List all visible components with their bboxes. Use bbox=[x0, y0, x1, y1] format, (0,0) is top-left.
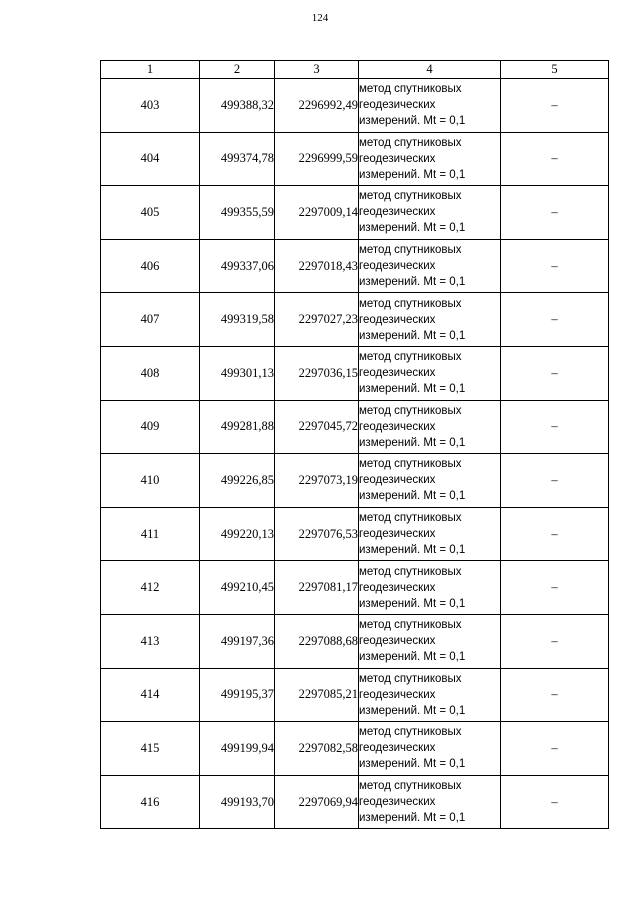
method-cell bbox=[359, 239, 501, 293]
method-line-2: геодезических bbox=[359, 313, 436, 326]
method-line-3: измерений. Mt = 0,1 bbox=[359, 329, 466, 342]
table-body bbox=[101, 79, 609, 829]
y-coordinate-cell: 2297009,14 bbox=[275, 186, 359, 240]
y-coordinate-cell: 2297027,23 bbox=[275, 293, 359, 347]
method-line-3: измерений. Mt = 0,1 bbox=[359, 544, 466, 557]
point-number-cell: 406 bbox=[101, 239, 200, 293]
point-number-cell: 413 bbox=[101, 614, 200, 668]
x-coordinate-cell: 499193,70 bbox=[200, 775, 275, 829]
note-cell: – bbox=[501, 400, 609, 454]
note-cell: – bbox=[501, 775, 609, 829]
point-number-cell: 414 bbox=[101, 668, 200, 722]
method-line-3: измерений. Mt = 0,1 bbox=[359, 383, 466, 396]
y-coordinate-cell: 2297081,17 bbox=[275, 561, 359, 615]
method-line-3: измерений. Mt = 0,1 bbox=[359, 704, 466, 717]
point-number-cell: 405 bbox=[101, 186, 200, 240]
method-line-2: геодезических bbox=[359, 367, 436, 380]
x-coordinate-cell: 499197,36 bbox=[200, 614, 275, 668]
method-line-2: геодезических bbox=[359, 420, 436, 433]
y-coordinate-cell: 2297036,15 bbox=[275, 346, 359, 400]
point-number-cell: 404 bbox=[101, 132, 200, 186]
x-coordinate-cell: 499374,78 bbox=[200, 132, 275, 186]
y-coordinate-cell: 2297073,19 bbox=[275, 454, 359, 508]
coordinates-table bbox=[100, 60, 609, 829]
y-coordinate-cell: 2296999,59 bbox=[275, 132, 359, 186]
method-cell bbox=[359, 186, 501, 240]
method-line-2: геодезических bbox=[359, 206, 436, 219]
table-row bbox=[101, 507, 609, 561]
page-number: 124 bbox=[311, 12, 329, 24]
header-col-5: 5 bbox=[501, 61, 609, 79]
y-coordinate-cell: 2297088,68 bbox=[275, 614, 359, 668]
method-line-3: измерений. Mt = 0,1 bbox=[359, 222, 466, 235]
table-header bbox=[101, 61, 609, 79]
method-line-1: метод спутниковых bbox=[359, 726, 462, 739]
method-cell bbox=[359, 293, 501, 347]
method-line-1: метод спутниковых bbox=[359, 244, 462, 257]
method-cell bbox=[359, 346, 501, 400]
table-row bbox=[101, 239, 609, 293]
method-line-1: метод спутниковых bbox=[359, 619, 462, 632]
note-cell: – bbox=[501, 722, 609, 776]
point-number-cell: 411 bbox=[101, 507, 200, 561]
y-coordinate-cell: 2297069,94 bbox=[275, 775, 359, 829]
method-line-3: измерений. Mt = 0,1 bbox=[359, 758, 466, 771]
method-line-3: измерений. Mt = 0,1 bbox=[359, 490, 466, 503]
method-line-1: метод спутниковых bbox=[359, 780, 462, 793]
point-number-cell: 409 bbox=[101, 400, 200, 454]
note-cell: – bbox=[501, 239, 609, 293]
point-number-cell: 415 bbox=[101, 722, 200, 776]
note-cell: – bbox=[501, 186, 609, 240]
header-col-4: 4 bbox=[359, 61, 501, 79]
method-line-3: измерений. Mt = 0,1 bbox=[359, 276, 466, 289]
note-cell: – bbox=[501, 614, 609, 668]
method-line-3: измерений. Mt = 0,1 bbox=[359, 168, 466, 181]
note-cell: – bbox=[501, 79, 609, 133]
x-coordinate-cell: 499301,13 bbox=[200, 346, 275, 400]
method-line-2: геодезических bbox=[359, 796, 436, 809]
method-cell bbox=[359, 561, 501, 615]
table-row bbox=[101, 614, 609, 668]
method-line-2: геодезических bbox=[359, 688, 436, 701]
table-row bbox=[101, 454, 609, 508]
x-coordinate-cell: 499226,85 bbox=[200, 454, 275, 508]
note-cell: – bbox=[501, 132, 609, 186]
method-line-2: геодезических bbox=[359, 99, 436, 112]
method-line-2: геодезических bbox=[359, 635, 436, 648]
method-line-3: измерений. Mt = 0,1 bbox=[359, 651, 466, 664]
table-row bbox=[101, 722, 609, 776]
header-row bbox=[101, 61, 609, 79]
method-cell bbox=[359, 614, 501, 668]
table-row bbox=[101, 561, 609, 615]
table-row bbox=[101, 668, 609, 722]
method-line-2: геодезических bbox=[359, 742, 436, 755]
x-coordinate-cell: 499337,06 bbox=[200, 239, 275, 293]
method-line-1: метод спутниковых bbox=[359, 565, 462, 578]
x-coordinate-cell: 499195,37 bbox=[200, 668, 275, 722]
y-coordinate-cell: 2296992,49 bbox=[275, 79, 359, 133]
note-cell: – bbox=[501, 346, 609, 400]
method-line-1: метод спутниковых bbox=[359, 458, 462, 471]
x-coordinate-cell: 499199,94 bbox=[200, 722, 275, 776]
method-line-1: метод спутниковых bbox=[359, 351, 462, 364]
method-line-3: измерений. Mt = 0,1 bbox=[359, 597, 466, 610]
table-row bbox=[101, 293, 609, 347]
method-cell bbox=[359, 400, 501, 454]
method-cell bbox=[359, 722, 501, 776]
table-row bbox=[101, 346, 609, 400]
header-col-1: 1 bbox=[101, 61, 200, 79]
method-line-1: метод спутниковых bbox=[359, 404, 462, 417]
method-cell bbox=[359, 775, 501, 829]
y-coordinate-cell: 2297085,21 bbox=[275, 668, 359, 722]
point-number-cell: 403 bbox=[101, 79, 200, 133]
table-row bbox=[101, 400, 609, 454]
header-col-2: 2 bbox=[200, 61, 275, 79]
method-line-1: метод спутниковых bbox=[359, 512, 462, 525]
x-coordinate-cell: 499281,88 bbox=[200, 400, 275, 454]
method-line-3: измерений. Mt = 0,1 bbox=[359, 812, 466, 825]
method-cell bbox=[359, 454, 501, 508]
point-number-cell: 416 bbox=[101, 775, 200, 829]
point-number-cell: 412 bbox=[101, 561, 200, 615]
table-row bbox=[101, 79, 609, 133]
method-cell bbox=[359, 668, 501, 722]
method-line-1: метод спутниковых bbox=[359, 83, 462, 96]
method-line-2: геодезических bbox=[359, 474, 436, 487]
method-line-1: метод спутниковых bbox=[359, 136, 462, 149]
y-coordinate-cell: 2297082,58 bbox=[275, 722, 359, 776]
method-cell bbox=[359, 132, 501, 186]
x-coordinate-cell: 499220,13 bbox=[200, 507, 275, 561]
method-line-3: измерений. Mt = 0,1 bbox=[359, 115, 466, 128]
point-number-cell: 407 bbox=[101, 293, 200, 347]
y-coordinate-cell: 2297018,43 bbox=[275, 239, 359, 293]
header-col-3: 3 bbox=[275, 61, 359, 79]
note-cell: – bbox=[501, 507, 609, 561]
y-coordinate-cell: 2297076,53 bbox=[275, 507, 359, 561]
note-cell: – bbox=[501, 293, 609, 347]
table-row bbox=[101, 775, 609, 829]
note-cell: – bbox=[501, 668, 609, 722]
method-line-1: метод спутниковых bbox=[359, 672, 462, 685]
method-line-3: измерений. Mt = 0,1 bbox=[359, 436, 466, 449]
method-line-2: геодезических bbox=[359, 260, 436, 273]
table-row bbox=[101, 132, 609, 186]
method-line-2: геодезических bbox=[359, 152, 436, 165]
method-line-1: метод спутниковых bbox=[359, 297, 462, 310]
x-coordinate-cell: 499210,45 bbox=[200, 561, 275, 615]
method-cell bbox=[359, 79, 501, 133]
note-cell: – bbox=[501, 561, 609, 615]
method-cell bbox=[359, 507, 501, 561]
x-coordinate-cell: 499355,59 bbox=[200, 186, 275, 240]
method-line-2: геодезических bbox=[359, 528, 436, 541]
table-row bbox=[101, 186, 609, 240]
x-coordinate-cell: 499319,58 bbox=[200, 293, 275, 347]
point-number-cell: 410 bbox=[101, 454, 200, 508]
point-number-cell: 408 bbox=[101, 346, 200, 400]
method-line-1: метод спутниковых bbox=[359, 190, 462, 203]
y-coordinate-cell: 2297045,72 bbox=[275, 400, 359, 454]
note-cell: – bbox=[501, 454, 609, 508]
method-line-2: геодезических bbox=[359, 581, 436, 594]
x-coordinate-cell: 499388,32 bbox=[200, 79, 275, 133]
